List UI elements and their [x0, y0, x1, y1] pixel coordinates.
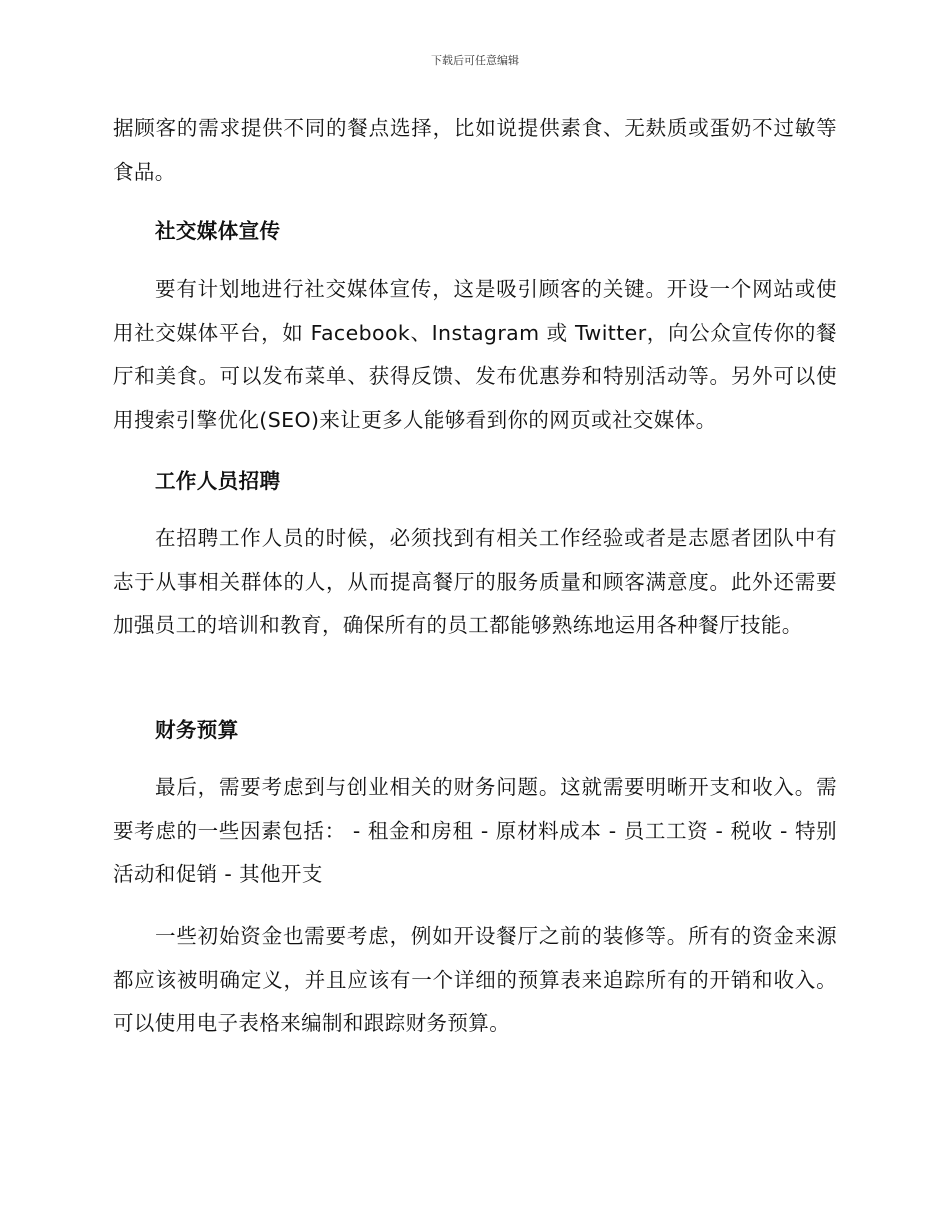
intro-tail-paragraph: 据顾客的需求提供不同的餐点选择，比如说提供素食、无麸质或蛋奶不过敏等食品。 [113, 116, 837, 184]
section-heading-staffing: 工作人员招聘 [155, 469, 281, 493]
staffing-paragraph: 在招聘工作人员的时候，必须找到有相关工作经验或者是志愿者团队中有志于从事相关群体的人，从而提高餐厅的服务质量和顾客满意度。此外还需要加强员工的培训和教育，确保所有的员工都能够熟练地运用各种餐厅技能。 [113, 526, 837, 637]
section-heading-budget: 财务预算 [155, 718, 239, 742]
budget-paragraph-1: 最后，需要考虑到与创业相关的财务问题。这就需要明晰开支和收入。需要考虑的一些因素包括： - 租金和房租 - 原材料成本 - 员工工资 - 税收 - 特别活动和促销 - 其他开支 [113, 775, 837, 886]
social-media-paragraph: 要有计划地进行社交媒体宣传，这是吸引顾客的关键。开设一个网站或使用社交媒体平台，如 Facebook、Instagram 或 Twitter，向公众宣传你的餐厅和美食。可以发布菜单、获得反馈、发布优惠券和特别活动等。另外可以使用搜索引擎优化(SEO)来让更多人能够看到你的网页或社交媒体。 [113, 277, 837, 432]
section-heading-social-media: 社交媒体宣传 [155, 219, 281, 243]
page-header-note: 下载后可任意编辑 [431, 54, 519, 67]
budget-paragraph-2: 一些初始资金也需要考虑，例如开设餐厅之前的装修等。所有的资金来源都应该被明确定义，并且应该有一个详细的预算表来追踪所有的开销和收入。可以使用电子表格来编制和跟踪财务预算。 [113, 924, 837, 1035]
